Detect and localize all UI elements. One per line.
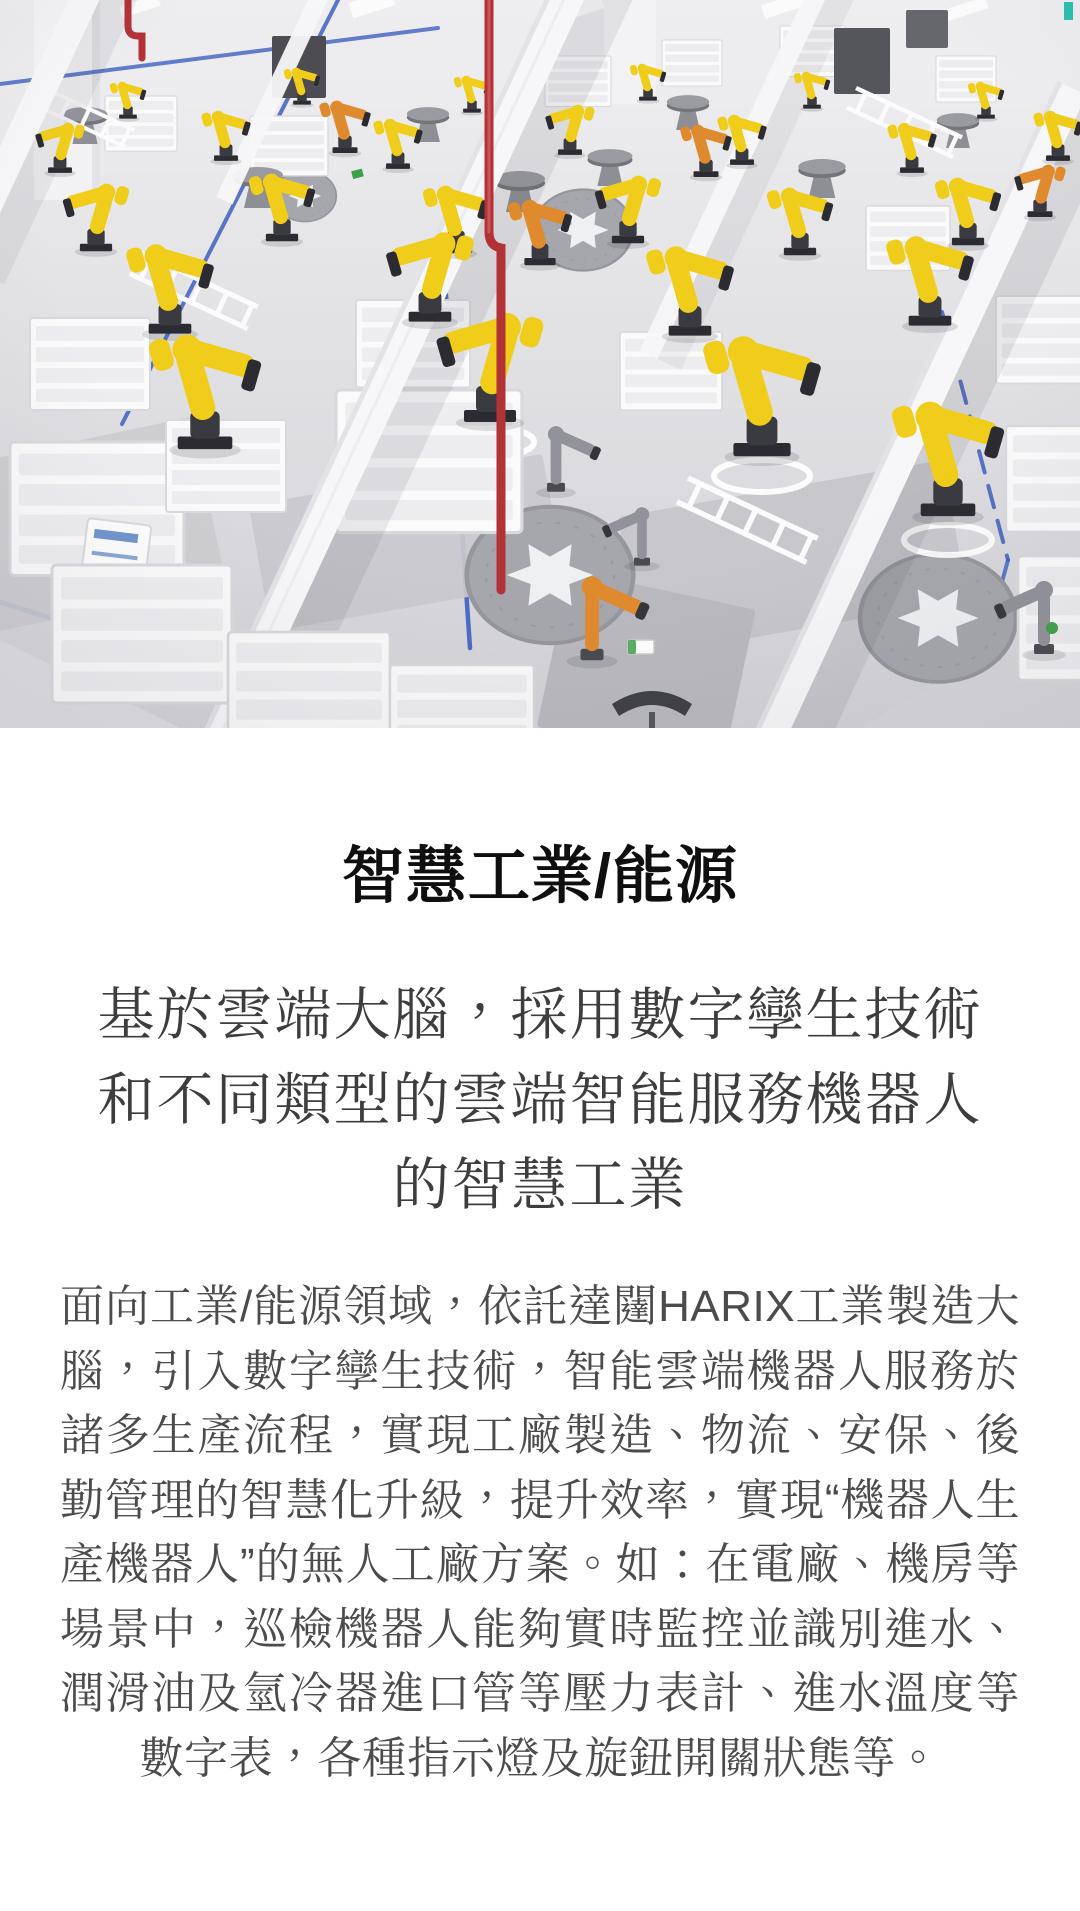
factory-hero-image — [0, 0, 1080, 728]
section-smart-industry — [0, 842, 1080, 1791]
subtitle-line-2: 和不同類型的雲端智能服務機器人 — [97, 1068, 983, 1132]
page-subtitle — [0, 973, 1080, 1228]
subtitle-line-3: 的智慧工業 — [392, 1153, 688, 1217]
page-title: 智慧工業/能源 — [341, 842, 739, 911]
factory-illustration — [0, 0, 1080, 728]
vignette-overlay — [0, 0, 1080, 728]
body-paragraph: 面向工業/能源領域，依託達闥HARIX工業製造大腦，引入數字孿生技術，智能雲端機器人服務於諸多生產流程，實現工廠製造、物流、安保、後勤管理的智慧化升級，提升效率，實現“機器人生產機器人”的無人工廠方案。如：在電廠、機房等場景中，巡檢機器人能夠實時監控並識別進水、潤滑油及氫冷器進口管等壓力表計、進水溫度等數字表，各種指示燈及旋鈕開關狀態等。 — [60, 1282, 1020, 1783]
subtitle-line-1: 基於雲端大腦，採用數字孿生技術 — [97, 983, 983, 1047]
